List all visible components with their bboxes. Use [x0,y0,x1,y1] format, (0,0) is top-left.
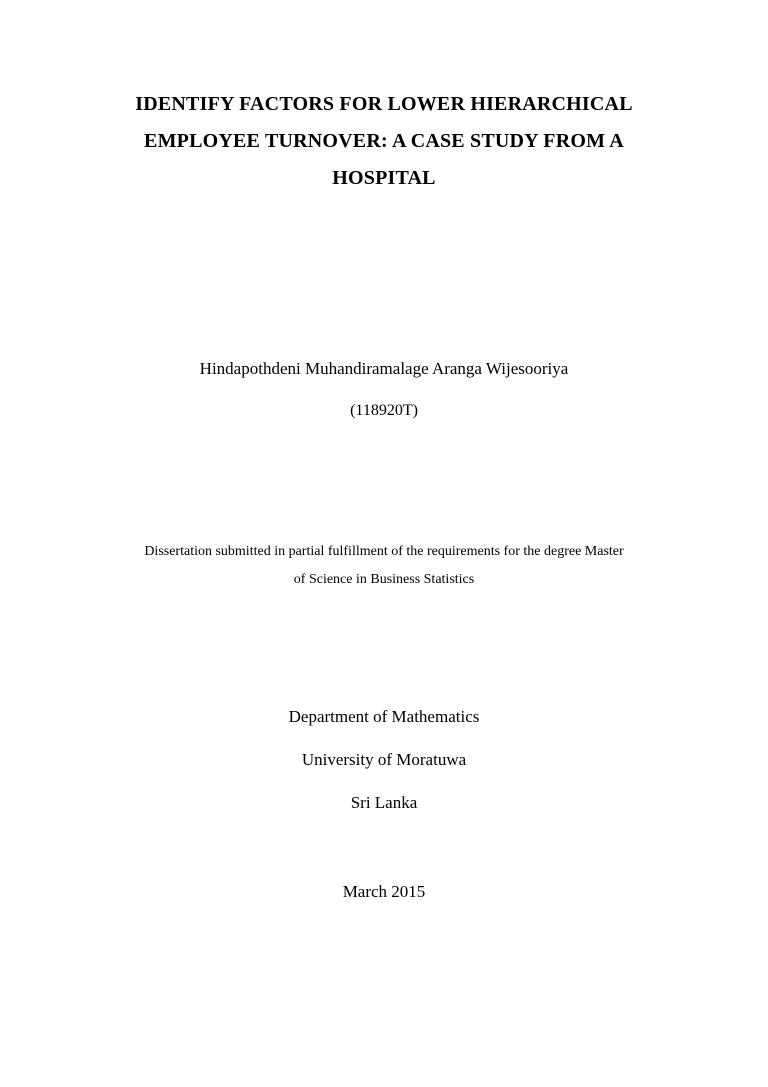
country: Sri Lanka [350,793,418,812]
title-line-3: HOSPITAL [332,167,436,189]
university: University of Moratuwa [301,750,467,769]
submission-date: March 2015 [342,882,426,901]
author-name: Hindapothdeni Muhandiramalage Aranga Wijesooriya [199,359,569,378]
submission-statement-line-2: of Science in Business Statistics [293,572,475,587]
title-line-1: IDENTIFY FACTORS FOR LOWER HIERARCHICAL [135,93,633,115]
title-line-2: EMPLOYEE TURNOVER: A CASE STUDY FROM A [144,130,624,152]
registration-number: (118920T) [350,402,418,419]
submission-statement-line-1: Dissertation submitted in partial fulfillment of the requirements for the degree Master [144,544,624,559]
department: Department of Mathematics [288,707,480,726]
